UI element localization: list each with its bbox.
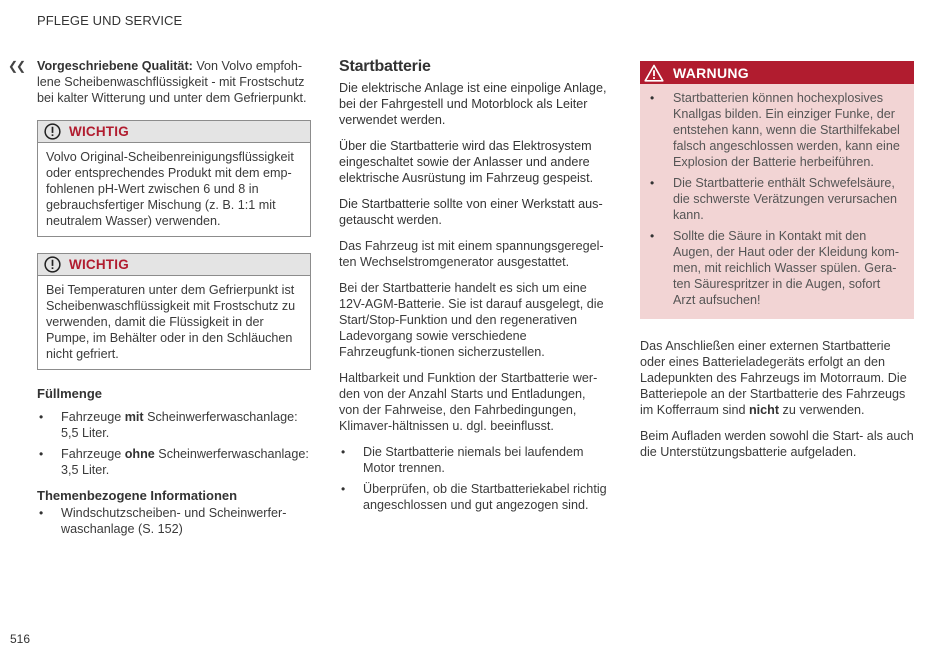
list-item: • Die Startbatterie niemals bei laufendem Motor trennen. xyxy=(339,444,609,476)
paragraph: Das Anschließen einer externen Startbatterie oder eines Batterieladegeräts erfolgt an den Ladepunkten des Fahrzeugs im Motorraum. Die Batteriepole an der Startbatterie des Fahrzeugs im Kofferraum sind nicht zu verwenden. xyxy=(640,339,907,417)
important-notice-2 xyxy=(37,253,311,370)
list-item: • Fahrzeuge mit Scheinwerferwaschanlage: 5,5 Liter. xyxy=(37,409,311,441)
battery-bullet-list xyxy=(339,444,609,513)
warning-body xyxy=(640,84,914,319)
warning-list xyxy=(648,90,904,308)
related-info-heading: Themenbezogene Informationen xyxy=(37,488,238,503)
related-info-list xyxy=(37,505,311,537)
intro-block xyxy=(8,58,311,106)
column-right xyxy=(640,61,914,470)
continued-chevron-icon: ❮❮ xyxy=(8,59,25,73)
exclamation-circle-icon xyxy=(44,256,61,273)
notice-title: WICHTIG xyxy=(69,257,129,272)
paragraph: Die elektrische Anlage ist eine einpolige Anlage, bei der Fahrgestell und Motorblock als Leiter verwendet werden. xyxy=(339,81,607,127)
page-header: PFLEGE UND SERVICE xyxy=(37,13,183,28)
warning-box xyxy=(640,61,914,319)
list-item: • Sollte die Säure in Kontakt mit den Augen, der Haut oder der Kleidung kom-men, mit reichlich Wasser spülen. Gera-ten Säurespritzer in die Augen, sofort Arzt aufsuchen! xyxy=(648,228,904,308)
important-notice-1 xyxy=(37,120,311,237)
notice-header xyxy=(38,121,310,143)
exclamation-circle-icon xyxy=(44,123,61,140)
list-item: • Die Startbatterie enthält Schwefelsäure, die schwerste Verätzungen verursachen kann. xyxy=(648,175,904,223)
fill-quantity-heading: Füllmenge xyxy=(37,386,103,401)
paragraph: Haltbarkeit und Funktion der Startbatterie wer-den von der Anzahl Starts und Entladungen, von der Fahrweise, den Fahrbedingungen, Klimaver-hältnissen u. dgl. beeinflusst. xyxy=(339,371,598,433)
fill-quantity-list xyxy=(37,409,311,478)
warning-triangle-icon xyxy=(644,64,664,82)
notice-title: WICHTIG xyxy=(69,124,129,139)
paragraph: Bei der Startbatterie handelt es sich um eine 12V-AGM-Batterie. Sie ist darauf ausgelegt, die Start/Stop-Funktion und den regenerativen Ladevorgang sowie verschiedene Fahrzeugfunk-tionen sicherzustellen. xyxy=(339,281,604,359)
page-number: 516 xyxy=(10,632,31,646)
paragraph: Beim Aufladen werden sowohl die Start- als auch die Unterstützungsbatterie aufgeladen. xyxy=(640,429,914,459)
intro-text: Von Volvo empfoh-lene Scheibenwaschflüssigkeit - mit Frostschutz bei kalter Witterung und unter dem Gefrierpunkt. xyxy=(37,59,307,105)
list-item: • Überprüfen, ob die Startbatteriekabel richtig angeschlossen und gut angezogen sind. xyxy=(339,481,609,513)
notice-text: Bei Temperaturen unter dem Gefrierpunkt ist Scheibenwaschflüssigkeit mit Frostschutz zu verwenden, damit die Flüssigkeit in der Pumpe, im Behälter oder in den Schläuchen nicht gefriert. xyxy=(46,283,296,361)
related-link[interactable]: • Windschutzscheiben- und Scheinwerfer-waschanlage (S. 152) xyxy=(37,505,311,537)
warning-header xyxy=(640,61,914,84)
list-item: • Startbatterien können hochexplosives Knallgas bilden. Ein einziger Funke, der entstehen kann, wenn die Starthilfekabel falsch angeschlossen werden, kann eine Explosion der Batterie herbeiführen. xyxy=(648,90,904,170)
paragraph: Das Fahrzeug ist mit einem spannungsgeregel-ten Wechselstromgenerator ausgestattet. xyxy=(339,239,604,269)
paragraph: Die Startbatterie sollte von einer Werkstatt aus-getauscht werden. xyxy=(339,197,603,227)
column-middle xyxy=(339,58,609,523)
paragraph: Über die Startbatterie wird das Elektrosystem eingeschaltet sowie der Anlasser und andere elektrische Ausrüstung im Fahrzeug gespeist. xyxy=(339,139,594,185)
intro-bold: Vorgeschriebene Qualität: xyxy=(37,59,193,73)
list-item: • Fahrzeuge ohne Scheinwerferwaschanlage: 3,5 Liter. xyxy=(37,446,311,478)
warning-title: WARNUNG xyxy=(673,64,749,81)
column-left xyxy=(8,58,311,547)
notice-text: Volvo Original-Scheibenreinigungsflüssigkeit oder entsprechendes Produkt mit dem emp-fohlenen pH-Wert zwischen 6 und 8 in gebrauchsfertiger Mischung (z. B. 1:1 mit neutralem Wasser) verwenden. xyxy=(46,150,294,228)
notice-header xyxy=(38,254,310,276)
section-heading: Startbatterie xyxy=(339,58,431,75)
intro-paragraph xyxy=(37,58,311,106)
